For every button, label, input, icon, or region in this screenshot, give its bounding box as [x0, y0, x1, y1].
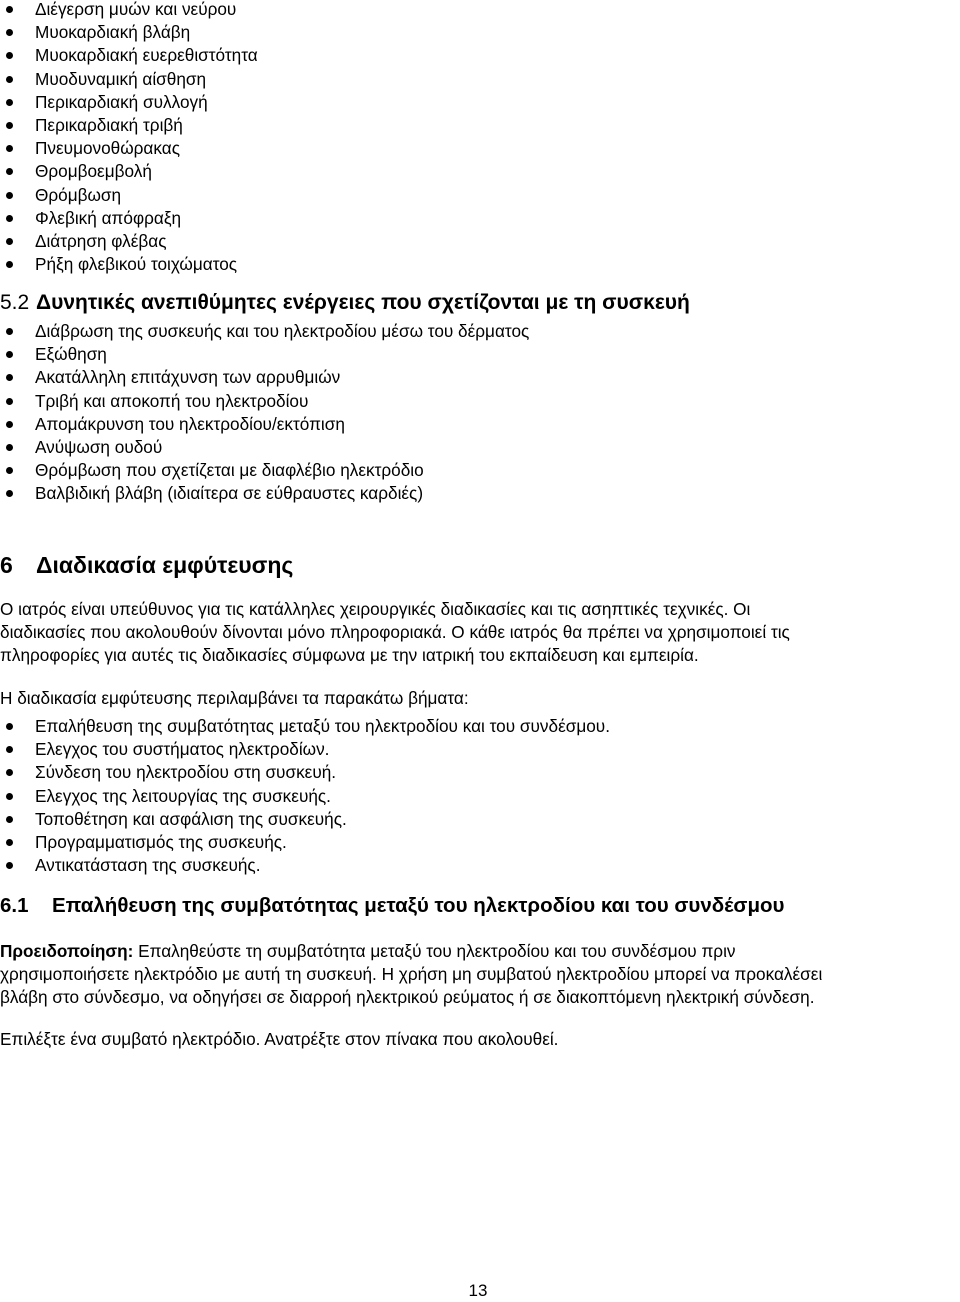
bullet-icon [6, 351, 13, 358]
bullet-icon [6, 769, 13, 776]
section-6-1-heading [0, 892, 784, 920]
list-item: Θρόμβωση που σχετίζεται με διαφλέβιο ηλεκτρόδιο [0, 459, 529, 482]
list-item: Φλεβική απόφραξη [0, 207, 258, 230]
bullet-icon [6, 421, 13, 428]
list-item: Μυοκαρδιακή ευερεθιστότητα [0, 44, 258, 67]
section-number: 6.1 [0, 894, 29, 917]
responsibility-paragraph: Ο ιατρός είναι υπεύθυνος για τις κατάλληλες χειρουργικές διαδικασίες και τις ασηπτικές τεχνικές. Οι διαδικασίες που ακολουθούν δίνονται μόνο πληροφοριακά. Ο κάθε ιατρός θα πρέπει να χρησιμοποιεί τις πληροφορίες για αυτές τις διαδικασίες σύμφωνα με την ιατρική του εκπαίδευση και εμπειρία. [0, 599, 790, 666]
steps-intro: Η διαδικασία εμφύτευσης περιλαμβάνει τα παρακάτω βήματα: [0, 688, 469, 708]
bullet-icon [6, 490, 13, 497]
list-item: Εξώθηση [0, 343, 529, 366]
bullet-icon [6, 374, 13, 381]
section-5-2-heading [0, 289, 690, 317]
bullet-icon [6, 793, 13, 800]
list-item: Προγραμματισμός της συσκευής. [0, 831, 610, 854]
bullet-icon [6, 192, 13, 199]
list-item: Τριβή και αποκοπή του ηλεκτροδίου [0, 390, 529, 413]
bullet-icon [6, 261, 13, 268]
list-item: Επαλήθευση της συμβατότητας μεταξύ του ηλεκτροδίου και του συνδέσμου. [0, 715, 610, 738]
bullet-icon [6, 746, 13, 753]
list-item: Περικαρδιακή τριβή [0, 114, 258, 137]
section-6-heading [0, 549, 293, 581]
list-item: Μυοκαρδιακή βλάβη [0, 21, 258, 44]
list-item: Περικαρδιακή συλλογή [0, 91, 258, 114]
list-item: Μυοδυναμική αίσθηση [0, 68, 258, 91]
list-item: Τοποθέτηση και ασφάλιση της συσκευής. [0, 808, 610, 831]
bullet-icon [6, 839, 13, 846]
bullet-icon [6, 398, 13, 405]
bullet-icon [6, 467, 13, 474]
bullet-icon [6, 145, 13, 152]
list-item: Ανύψωση ουδού [0, 436, 529, 459]
list-item: Διάβρωση της συσκευής και του ηλεκτροδίου μέσω του δέρματος [0, 320, 529, 343]
list-item: Θρόμβωση [0, 184, 258, 207]
bullet-icon [6, 238, 13, 245]
list-item: Θρομβοεμβολή [0, 160, 258, 183]
list-item: Αντικατάσταση της συσκευής. [0, 854, 610, 877]
page-number: 13 [468, 1281, 488, 1300]
bullet-icon [6, 122, 13, 129]
list-item: Ρήξη φλεβικού τοιχώματος [0, 253, 258, 276]
warning-paragraph: Προειδοποίηση: Επαληθεύστε τη συμβατότητα μεταξύ του ηλεκτροδίου και του συνδέσμου πριν χρησιμοποιήσετε ηλεκτρόδιο με αυτή τη συσκευή. Η χρήση μη συμβατού ηλεκτροδίου μπορεί να προκαλέσει βλάβη στο σύνδεσμο, να οδηγήσει σε διαρροή ηλεκτρικού ρεύματος ή σε διακοπτόμενη ηλεκτρική σύνδεση. [0, 941, 823, 1008]
section-title: Δυνητικές ανεπιθύμητες ενέργειες που σχετίζονται με τη συσκευή [36, 291, 690, 314]
list-item: Απομάκρυνση του ηλεκτροδίου/εκτόπιση [0, 413, 529, 436]
list-item: Ελεγχος της λειτουργίας της συσκευής. [0, 785, 610, 808]
bullet-icon [6, 76, 13, 83]
section-title: Επαλήθευση της συμβατότητας μεταξύ του ηλεκτροδίου και του συνδέσμου [52, 894, 785, 917]
list-item: Βαλβιδική βλάβη (ιδιαίτερα σε εύθραυστες καρδιές) [0, 482, 529, 505]
bullet-icon [6, 215, 13, 222]
list-item: Ακατάλληλη επιτάχυνση των αρρυθμιών [0, 366, 529, 389]
bullet-icon [6, 99, 13, 106]
bullet-icon [6, 52, 13, 59]
implant-steps-list [0, 715, 610, 877]
complications-list [0, 0, 258, 276]
bullet-icon [6, 168, 13, 175]
device-effects-list [0, 320, 529, 506]
bullet-icon [6, 328, 13, 335]
instruction-paragraph: Επιλέξτε ένα συμβατό ηλεκτρόδιο. Ανατρέξτε στον πίνακα που ακολουθεί. [0, 1029, 559, 1049]
list-item: Διέγερση μυών και νεύρου [0, 0, 258, 21]
section-number: 5.2 [0, 291, 30, 314]
bullet-icon [6, 444, 13, 451]
list-item: Ελεγχος του συστήματος ηλεκτροδίων. [0, 738, 610, 761]
bullet-icon [6, 29, 13, 36]
bullet-icon [6, 816, 13, 823]
bullet-icon [6, 862, 13, 869]
list-item: Σύνδεση του ηλεκτροδίου στη συσκευή. [0, 761, 610, 784]
section-title: Διαδικασία εμφύτευσης [36, 552, 294, 578]
list-item: Διάτρηση φλέβας [0, 230, 258, 253]
bullet-icon [6, 723, 13, 730]
section-number: 6 [0, 552, 13, 578]
bullet-icon [6, 6, 13, 13]
warning-label: Προειδοποίηση: [0, 941, 134, 961]
list-item: Πνευμονοθώρακας [0, 137, 258, 160]
